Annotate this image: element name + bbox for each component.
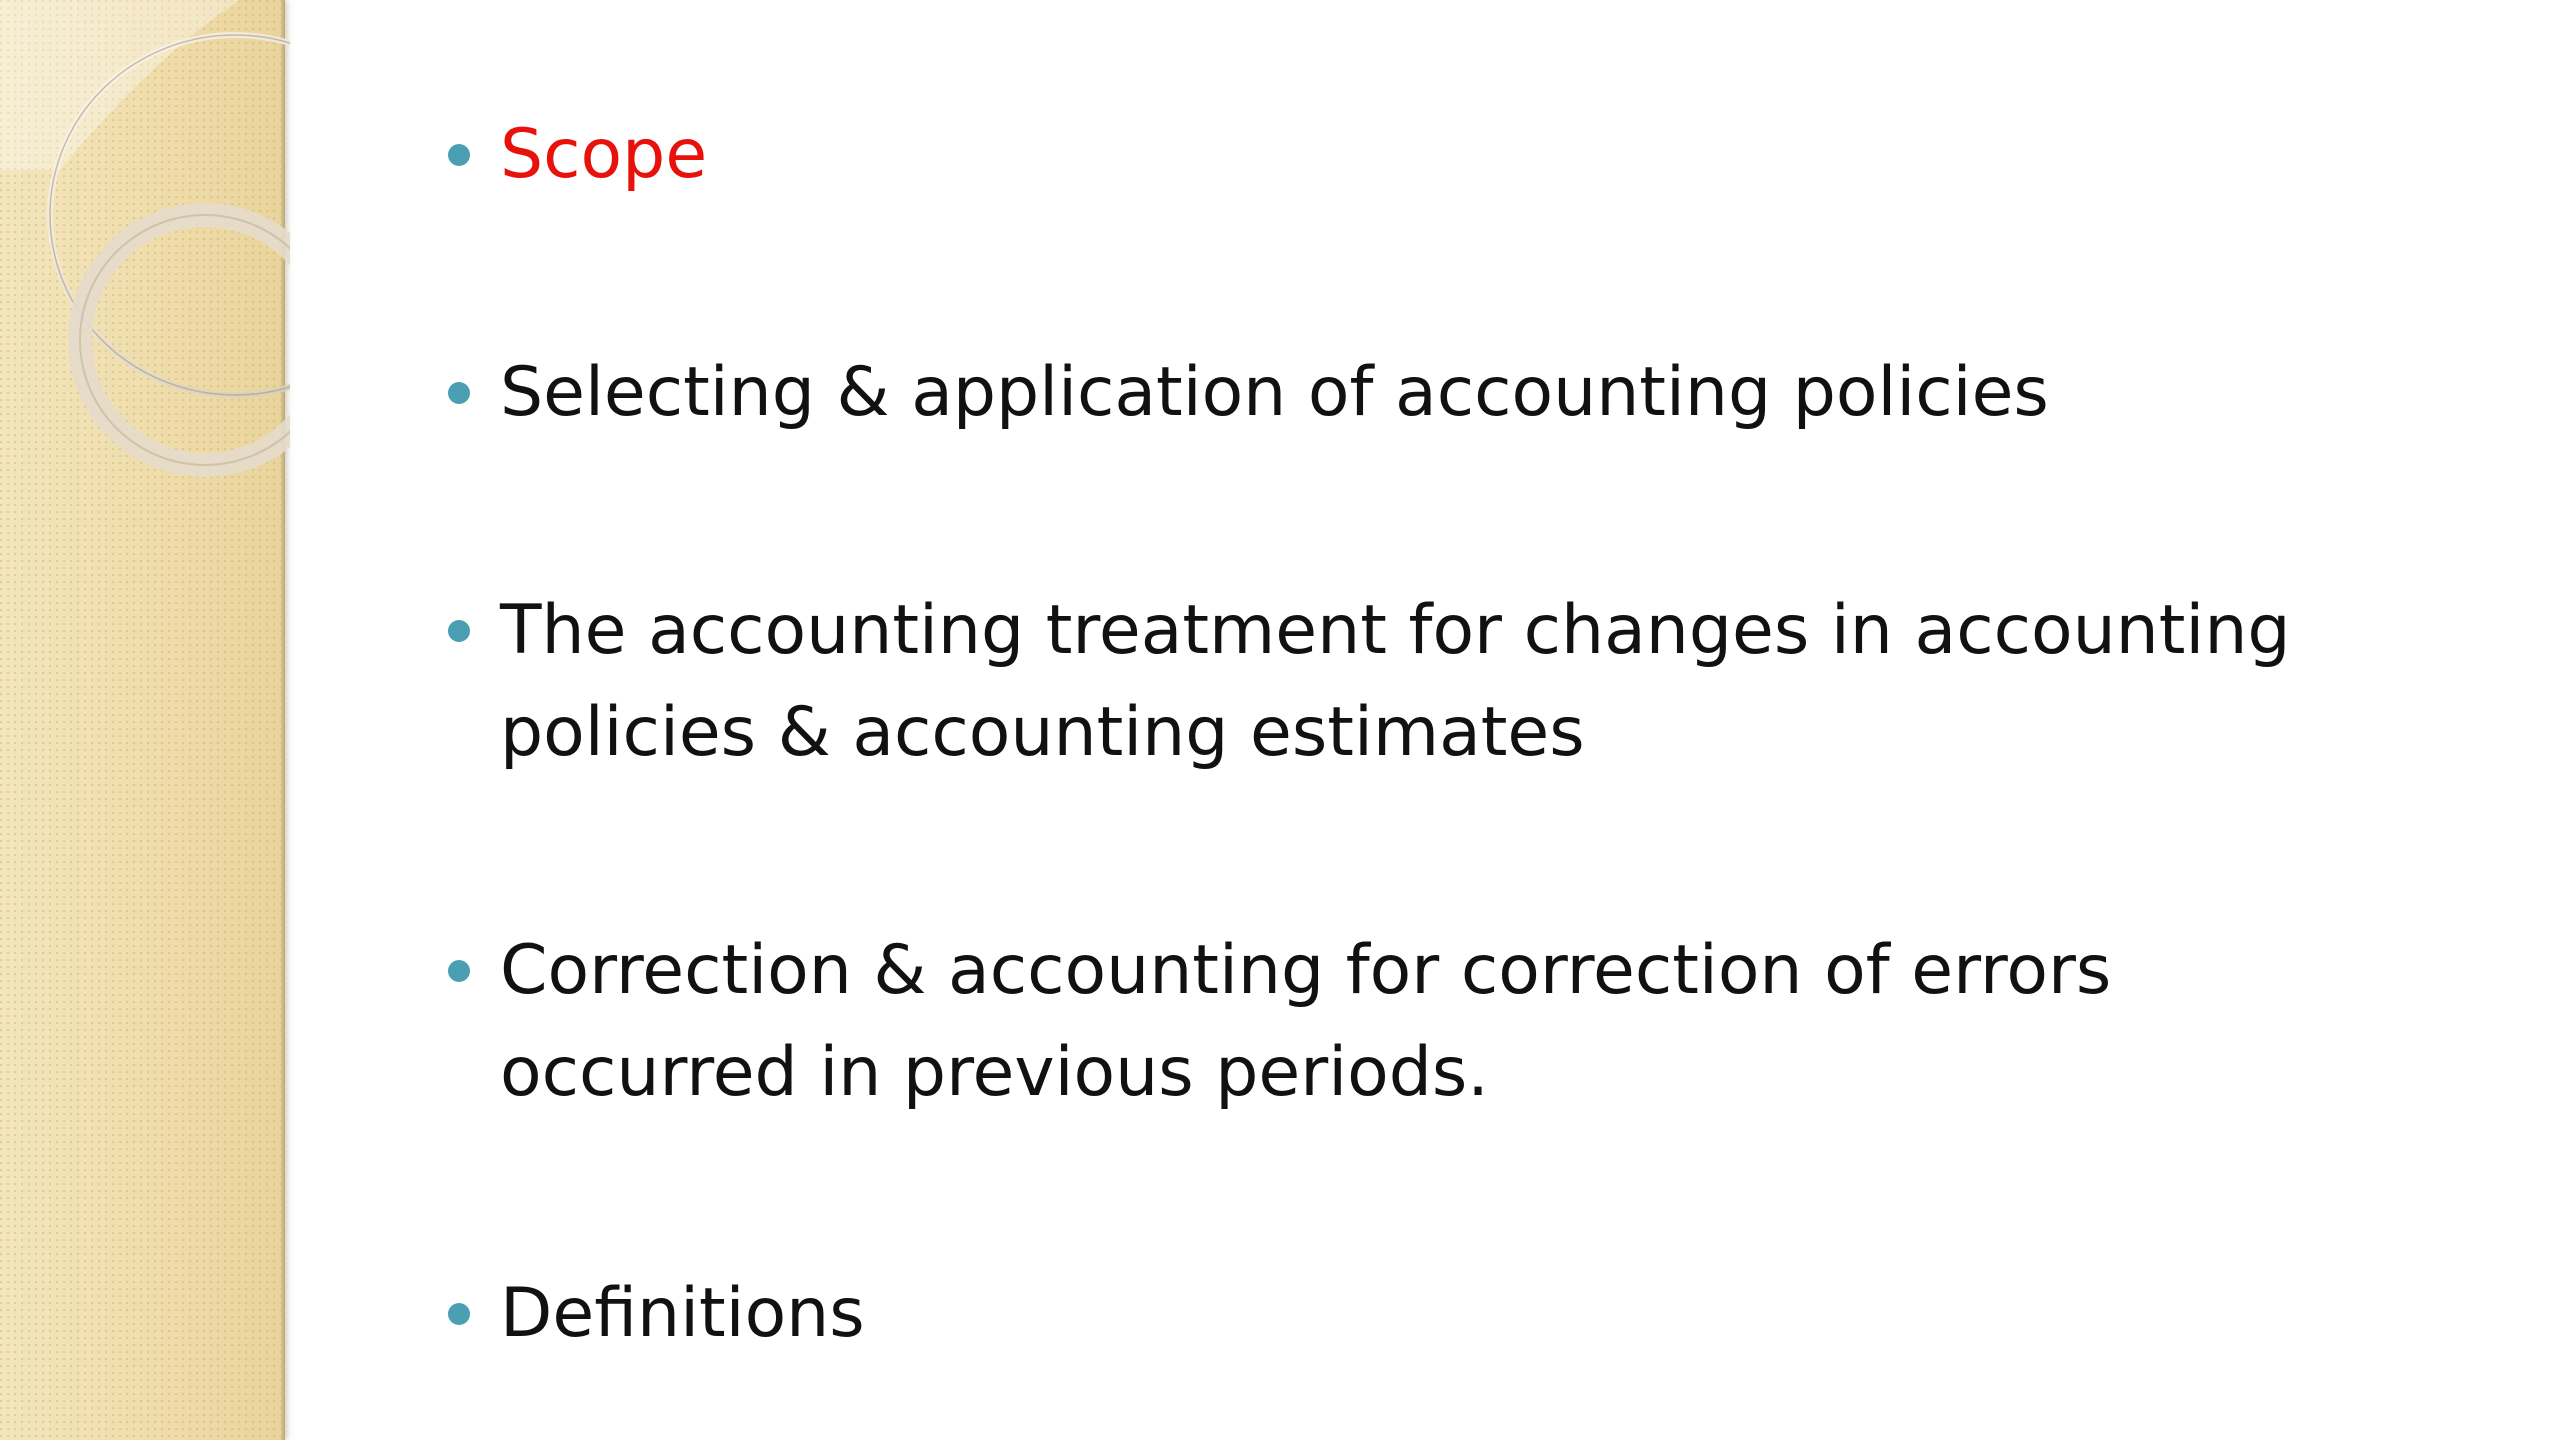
bullet-dot-icon (448, 960, 470, 982)
bullet-item-correction (440, 920, 2420, 1124)
bullet-list (440, 0, 2420, 1440)
bullet-text: The accounting treatment for changes in accounting policies & accounting estimates (500, 591, 2291, 772)
bullet-dot-icon (448, 382, 470, 404)
bullet-text: Selecting & application of accounting policies (500, 353, 2049, 432)
bullet-item-accounting-treatment (440, 580, 2420, 784)
bullet-item-selecting (440, 342, 2420, 444)
bullet-text: Scope (500, 115, 708, 194)
bullet-dot-icon (448, 620, 470, 642)
bullet-item-definitions (440, 1263, 2420, 1365)
bullet-dot-icon (448, 1303, 470, 1325)
bullet-item-scope (440, 104, 2420, 206)
bullet-text: Definitions (500, 1274, 865, 1353)
bullet-dot-icon (448, 144, 470, 166)
decorative-rings-graphic (0, 0, 290, 500)
bullet-text: Correction & accounting for correction of errors occurred in previous periods. (500, 931, 2112, 1112)
